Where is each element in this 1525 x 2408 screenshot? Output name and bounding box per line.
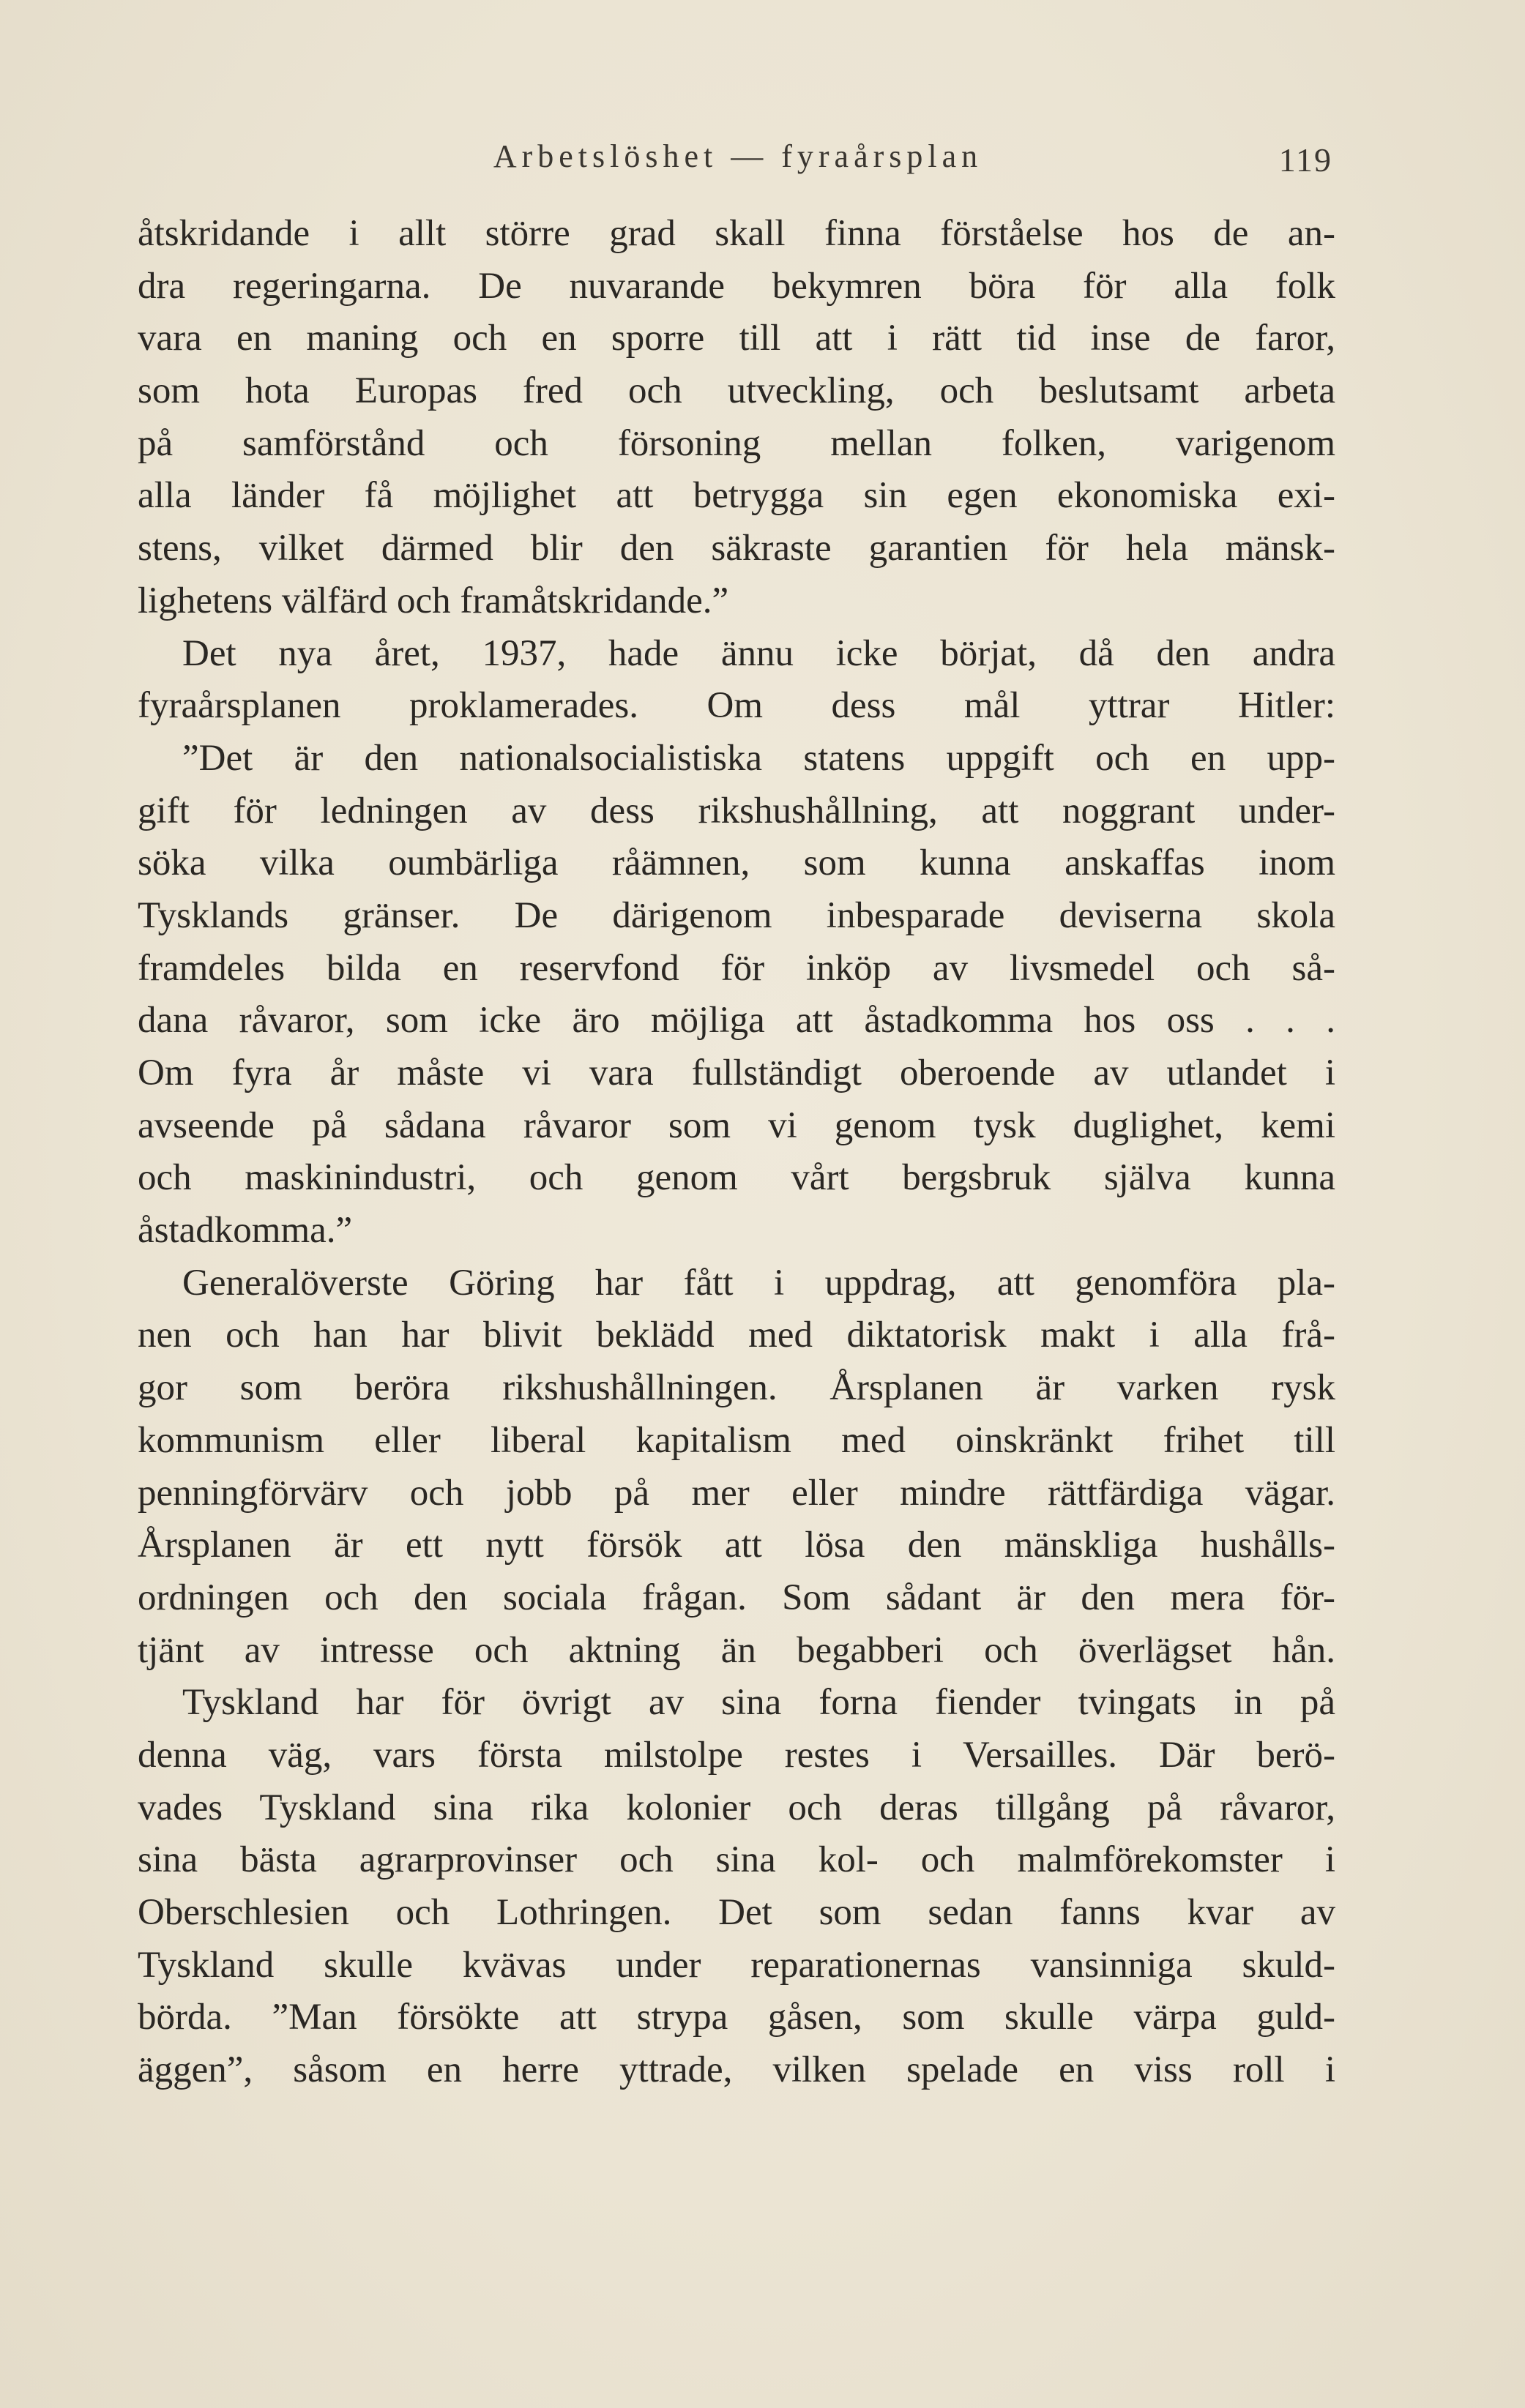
text-line: Generalöverste Göring har fått i uppdrag, att genomföra pla- [182,1262,1335,1304]
text-line: Tyskland skulle kvävas under reparationernas vansinniga skuld- [138,1944,1335,1986]
text-line: Oberschlesien och Lothringen. Det som sedan fanns kvar av [138,1892,1335,1933]
text-line: Tyskland har för övrigt av sina forna fiender tvingats in på [182,1682,1335,1724]
text-line: som hota Europas fred och utveckling, och beslutsamt arbeta [138,370,1335,412]
text-line: äggen”, såsom en herre yttrade, vilken spelade en viss roll i [138,2049,1335,2091]
text-line: söka vilka oumbärliga råämnen, som kunna anskaffas inom [138,842,1335,884]
running-head [138,138,1338,182]
text-line: Det nya året, 1937, hade ännu icke börjat, då den andra [182,632,1335,674]
page-number: 119 [1278,141,1332,179]
text-line: Tysklands gränser. De därigenom inbesparade deviserna skola [138,894,1335,936]
text-line: framdeles bilda en reservfond för inköp av livsmedel och så- [138,947,1335,989]
running-title: Arbetslöshet — fyraårsplan [493,138,983,174]
text-line: denna väg, vars första milstolpe restes i Versailles. Där berö- [138,1734,1335,1776]
text-line: åtskridande i allt större grad skall finna förståelse hos de an- [138,213,1335,254]
text-line: tjänt av intresse och aktning än begabberi och överlägset hån. [138,1629,1335,1671]
text-line: kommunism eller liberal kapitalism med oinskränkt frihet till [138,1419,1335,1461]
text-line: gift för ledningen av dess rikshushållning, att noggrant under- [138,790,1335,831]
text-line: dra regeringarna. De nuvarande bekymren böra för alla folk [138,265,1335,307]
text-line: dana råvaror, som icke äro möjliga att åstadkomma hos oss . . . [138,1000,1335,1042]
text-line: alla länder få möjlighet att betrygga sin egen ekonomiska exi- [138,475,1335,517]
body-text [138,208,1335,2097]
text-line: Om fyra år måste vi vara fullständigt oberoende av utlandet i [138,1052,1335,1093]
text-line: nen och han har blivit beklädd med diktatorisk makt i alla frå- [138,1315,1335,1356]
text-line: ordningen och den sociala frågan. Som sådant är den mera för- [138,1577,1335,1618]
text-line: sina bästa agrarprovinser och sina kol- och malmförekomster i [138,1839,1335,1881]
text-line: stens, vilket därmed blir den säkraste garantien för hela mänsk- [138,528,1335,569]
text-line: åstadkomma.” [138,1210,353,1252]
text-line: vara en maning och en sporre till att i rätt tid inse de faror, [138,318,1335,359]
text-line: på samförstånd och försoning mellan folken, varigenom [138,422,1335,464]
text-line: ”Det är den nationalsocialistiska statens uppgift och en upp- [182,737,1335,779]
text-line: vades Tyskland sina rika kolonier och deras tillgång på råvaror, [138,1787,1335,1828]
text-line: Årsplanen är ett nytt försök att lösa den mänskliga hushålls- [138,1525,1335,1566]
text-line: lighetens välfärd och framåtskridande.” [138,580,729,621]
text-line: penningförvärv och jobb på mer eller mindre rättfärdiga vägar. [138,1472,1335,1514]
text-line: gor som beröra rikshushållningen. Årsplanen är varken rysk [138,1367,1335,1409]
text-line: avseende på sådana råvaror som vi genom tysk duglighet, kemi [138,1104,1335,1146]
text-line: och maskinindustri, och genom vårt bergsbruk själva kunna [138,1157,1335,1199]
text-line: börda. ”Man försökte att strypa gåsen, som skulle värpa guld- [138,1997,1335,2038]
text-line: fyraårsplanen proklamerades. Om dess mål yttrar Hitler: [138,685,1335,727]
